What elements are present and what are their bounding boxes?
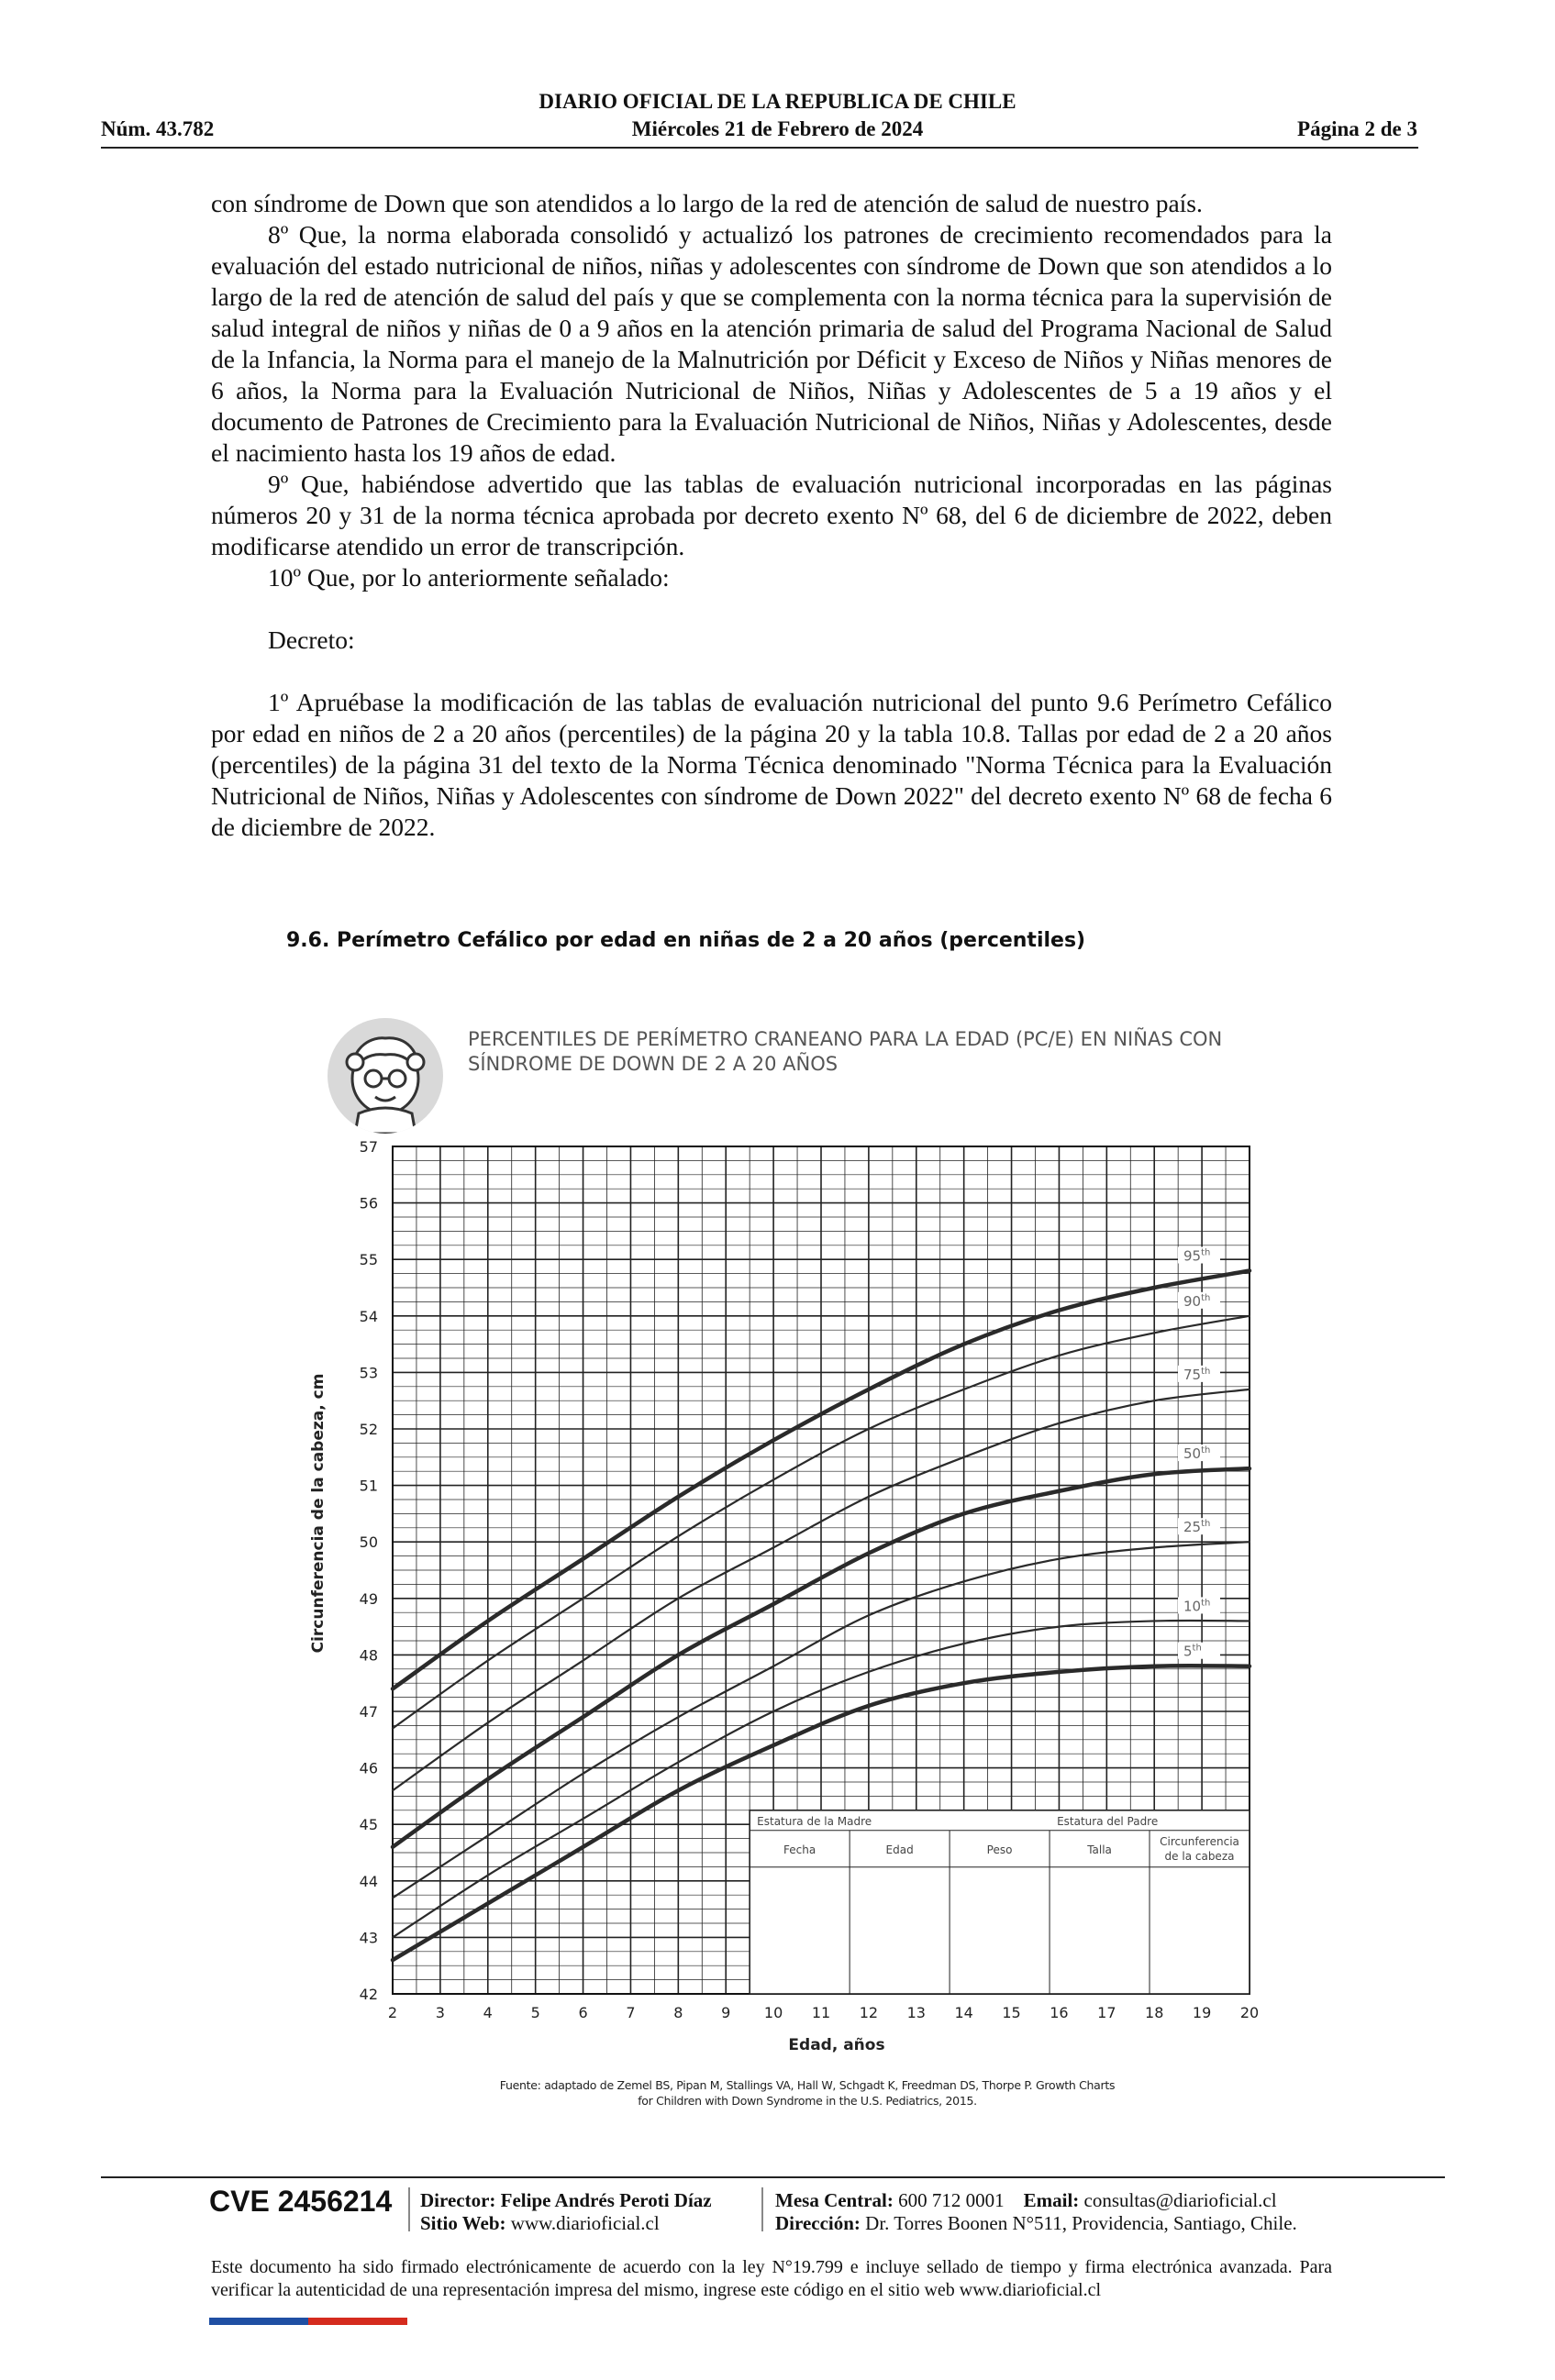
- y-tick-label: 50: [359, 1533, 378, 1552]
- x-tick-label: 8: [673, 2004, 683, 2021]
- y-tick-label: 44: [359, 1872, 378, 1890]
- figure-source: Fuente: adaptado de Zemel BS, Pipan M, Stallings VA, Hall W, Schgadt K, Freedman DS, Thorpe P. Growth Charts for Children with Down Syndrome in the U.S. Pediatrics, 2015.: [499, 2078, 1116, 2108]
- x-tick-label: 16: [1050, 2004, 1069, 2021]
- y-tick-label: 54: [359, 1307, 378, 1325]
- page-number: Página 2 de 3: [1297, 117, 1417, 140]
- website-link[interactable]: www.diarioficial.cl: [510, 2212, 660, 2234]
- percentile-label-suffix: th: [1201, 1292, 1211, 1303]
- x-tick-label: 19: [1192, 2004, 1212, 2021]
- percentile-label-suffix: th: [1201, 1445, 1211, 1456]
- record-table-col-header: Peso: [986, 1843, 1013, 1856]
- percentile-label-suffix: th: [1201, 1598, 1211, 1609]
- gazette-title: DIARIO OFICIAL DE LA REPUBLICA DE CHILE: [539, 90, 1016, 113]
- figure-section-title: 9.6. Perímetro Cefálico por edad en niñas de 2 a 20 años (percentiles): [286, 929, 1086, 952]
- y-tick-label: 51: [359, 1477, 378, 1495]
- x-tick-label: 14: [954, 2004, 973, 2021]
- head-circumference-chart: [303, 1128, 1284, 2082]
- y-tick-label: 46: [359, 1759, 378, 1777]
- phone-label: Mesa Central:: [775, 2189, 894, 2211]
- director-label: Director:: [420, 2189, 496, 2211]
- percentile-label-95th: 95th: [1183, 1247, 1211, 1265]
- y-tick-label: 49: [359, 1589, 378, 1608]
- x-tick-label: 13: [906, 2004, 926, 2021]
- flag-color-bar: [209, 2313, 407, 2320]
- y-tick-label: 56: [359, 1194, 378, 1212]
- paragraph-intro: con síndrome de Down que son atendidos a lo largo de la red de atención de salud de nuestro país.: [211, 189, 1203, 217]
- record-table-col-header: Talla: [1087, 1843, 1112, 1856]
- address-value: Dr. Torres Boonen N°511, Providencia, Santiago, Chile.: [865, 2212, 1297, 2234]
- x-tick-label: 2: [387, 2004, 398, 2021]
- y-tick-label: 48: [359, 1646, 378, 1665]
- paragraph-8: 8º Que, la norma elaborada consolidó y actualizó los patrones de crecimiento recomendados para la evaluación del estado nutricional de niños, niñas y adolescentes con síndrome de Down que son atendidos a lo largo de la red de atención de salud del país y que se complementa con la norma técnica para la supervisión de salud integral de niños y niñas de 0 a 9 años en la atención primaria de salud del Programa Nacional de Salud de la Infancia, la Norma para el manejo de la Malnutrición por Déficit y Exceso de Niños y Niñas menores de 6 años, la Norma para la Evaluación Nutricional de Niños, Niñas y Adolescentes de 5 a 19 años y el documento de Patrones de Crecimiento para la Evaluación Nutricional de Niños, Niñas y Adolescentes, desde el nacimiento hasta los 19 años de edad.: [211, 220, 1332, 467]
- issue-number: Núm. 43.782: [101, 117, 215, 140]
- x-tick-label: 5: [530, 2004, 540, 2021]
- signature-notice: Este documento ha sido firmado electrónicamente de acuerdo con la ley N°19.799 e incluye sellado de tiempo y firma electrónica avanzada. Para verificar la autenticidad de una representación impresa del mismo, ingrese este código en el sitio web www.diarioficial.cl: [211, 2257, 1332, 2300]
- footer-separator: [761, 2187, 763, 2231]
- percentile-label-90th: 90th: [1183, 1292, 1211, 1310]
- x-axis-label: Edad, años: [788, 2036, 885, 2054]
- y-axis-label: Circunferencia de la cabeza, cm: [309, 1373, 328, 1654]
- y-axis-ticks: [360, 1138, 378, 2003]
- y-tick-label: 42: [359, 1986, 378, 2003]
- record-table-col-header: de la cabeza: [1164, 1849, 1235, 1863]
- percentile-label-5th: 5th: [1183, 1643, 1202, 1660]
- girl-avatar-icon: [328, 1018, 443, 1134]
- y-tick-label: 52: [359, 1421, 378, 1438]
- x-tick-label: 15: [1002, 2004, 1021, 2021]
- x-tick-label: 9: [721, 2004, 731, 2021]
- record-table-col-header: Circunferencia: [1160, 1834, 1239, 1848]
- footer-contact-left: [420, 2189, 712, 2235]
- x-tick-label: 12: [859, 2004, 879, 2021]
- footer-separator: [408, 2187, 410, 2231]
- y-tick-label: 53: [359, 1364, 378, 1382]
- y-tick-label: 55: [359, 1251, 378, 1269]
- footer-contact-right: [775, 2189, 1297, 2235]
- percentile-label-25th: 25th: [1183, 1519, 1211, 1536]
- mother-height-label: Estatura de la Madre: [757, 1814, 872, 1828]
- percentile-label-suffix: th: [1201, 1247, 1211, 1258]
- website-label: Sitio Web:: [420, 2212, 506, 2234]
- issue-date: Miércoles 21 de Febrero de 2024: [631, 117, 924, 140]
- percentile-label-50th: 50th: [1183, 1445, 1211, 1463]
- x-tick-label: 18: [1145, 2004, 1164, 2021]
- email-label: Email:: [1023, 2189, 1080, 2211]
- footer-divider: [101, 2176, 1445, 2178]
- paragraph-10: 10º Que, por lo anteriormente señalado:: [268, 563, 670, 592]
- paragraph-9: 9º Que, habiéndose advertido que las tablas de evaluación nutricional incorporadas en las páginas números 20 y 31 de la norma técnica aprobada por decreto exento Nº 68, del 6 de diciembre de 2022, deben modificarse atendido un error de transcripción.: [211, 470, 1332, 560]
- x-tick-label: 6: [578, 2004, 588, 2021]
- x-tick-label: 17: [1097, 2004, 1116, 2021]
- father-height-label: Estatura del Padre: [1057, 1814, 1159, 1828]
- header-divider: [101, 147, 1418, 149]
- percentile-label-suffix: th: [1201, 1366, 1211, 1377]
- paragraph-decree-1: 1º Apruébase la modificación de las tablas de evaluación nutricional del punto 9.6 Perímetro Cefálico por edad en niños de 2 a 20 años (percentiles) de la página 20 y la tabla 10.8. Tallas por edad de 2 a 20 años (percentiles) de la página 31 del texto de la Norma Técnica denominado "Norma Técnica para la Evaluación Nutricional de Niños, Niñas y Adolescentes con síndrome de Down 2022" del decreto exento Nº 68 de fecha 6 de diciembre de 2022.: [211, 688, 1332, 841]
- percentile-label-suffix: th: [1192, 1643, 1202, 1654]
- percentile-labels: [1178, 1247, 1220, 1660]
- percentile-label-10th: 10th: [1183, 1598, 1211, 1615]
- x-tick-label: 11: [811, 2004, 831, 2021]
- y-tick-label: 47: [359, 1703, 378, 1721]
- percentile-label-75th: 75th: [1183, 1366, 1211, 1383]
- x-tick-label: 20: [1239, 2004, 1260, 2021]
- director-value: Felipe Andrés Peroti Díaz: [500, 2189, 712, 2211]
- record-table-col-header: Edad: [885, 1843, 914, 1856]
- x-axis-ticks: [388, 2004, 1259, 2021]
- record-table-col-header: Fecha: [783, 1843, 816, 1856]
- document-body: [211, 188, 1332, 843]
- percentile-label-suffix: th: [1201, 1519, 1211, 1530]
- y-tick-label: 45: [359, 1816, 378, 1834]
- phone-value: 600 712 0001: [898, 2189, 1005, 2211]
- x-tick-label: 7: [626, 2004, 636, 2021]
- x-tick-label: 10: [763, 2004, 783, 2021]
- chart-heading: PERCENTILES DE PERÍMETRO CRANEANO PARA LA EDAD (PC/E) EN NIÑAS CON SÍNDROME DE DOWN DE 2 A 20 AÑOS: [468, 1028, 1223, 1075]
- decree-label: Decreto:: [268, 625, 355, 654]
- x-tick-label: 3: [435, 2004, 445, 2021]
- cve-code: CVE 2456214: [209, 2185, 393, 2218]
- email-link[interactable]: consultas@diarioficial.cl: [1083, 2189, 1277, 2211]
- y-tick-label: 57: [359, 1138, 378, 1156]
- y-tick-label: 43: [359, 1929, 378, 1947]
- address-label: Dirección:: [775, 2212, 861, 2234]
- measurement-record-table: [750, 1810, 1250, 1994]
- x-tick-label: 4: [483, 2004, 493, 2021]
